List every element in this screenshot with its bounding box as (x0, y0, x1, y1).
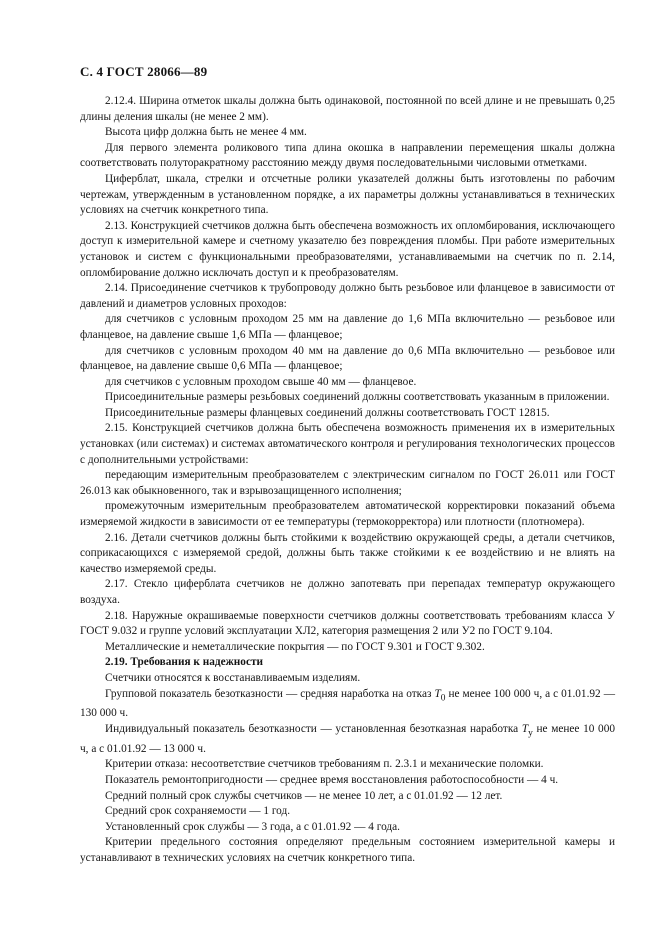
text-part: Индивидуальный показатель безотказности — установленная безотказная наработка (105, 723, 522, 735)
paragraph: передающим измерительным преобразователем с электрическим сигналом по ГОСТ 26.011 или ГОСТ 26.013 как обыкновенного, так и взрывозащищенного исполнения; (80, 469, 615, 497)
paragraph: 2.13. Конструкцией счетчиков должна быть обеспечена возможность их опломбирования, исключающего доступ к измерительной камере и счетному указателю без повреждения пломбы. При работе измерительных установок и систем с функциональными преобразователями, устанавливаемыми на счетчик по п. 2.14, опломбирование должно исключать доступ и к преобразователям. (80, 219, 615, 279)
section-heading (80, 655, 615, 671)
paragraph: Средний срок сохраняемости — 1 год. (105, 805, 291, 818)
paragraph: 2.16. Детали счетчиков должны быть стойкими к воздействию окружающей среды, а детали счетчиков, соприкасающихся с измеряемой средой, должны быть также стойкими к ее воздействию и не влиять на качество измеряемой среды. (80, 531, 615, 575)
paragraph: Циферблат, шкала, стрелки и отсчетные ролики указателей должны быть изготовлены по рабочим чертежам, утвержденным в установленном порядке, а их параметры должны устанавливаться в технических условиях на счетчик конкретного типа. (80, 172, 615, 217)
paragraph: для счетчиков с условным проходом 25 мм на давление до 1,6 МПа включительно — резьбовое или фланцевое, на давление свыше 1,6 МПа — фланцевое; (80, 313, 615, 341)
paragraph: Присоединительные размеры резьбовых соединений должны соответствовать указанным в приложении. (105, 391, 610, 404)
paragraph: 2.17. Стекло циферблата счетчиков не должно запотевать при перепадах температур окружающего воздуха. (80, 578, 615, 606)
paragraph: Критерии отказа: несоответствие счетчиков требованиям п. 2.3.1 и механические поломки. (105, 758, 544, 771)
paragraph: Присоединительные размеры фланцевых соединений должны соответствовать ГОСТ 12815. (105, 406, 550, 419)
paragraph: Установленный срок службы — 3 года, а с 01.01.92 — 4 года. (105, 820, 400, 833)
paragraph (80, 722, 615, 757)
paragraph: Металлические и неметаллические покрытия — по ГОСТ 9.301 и ГОСТ 9.302. (105, 640, 485, 653)
paragraph: Для первого элемента роликового типа длина окошка в направлении перемещения шкалы должна соответствовать полуторакратному расстоянию между двумя последовательными числовыми отметками. (80, 141, 615, 170)
paragraph: 2.14. Присоединение счетчиков к трубопроводу должно быть резьбовое или фланцевое в зависимости от давлений и диаметров условных проходов: (80, 282, 615, 310)
symbol-subscript: 0 (440, 692, 446, 703)
paragraph: 2.15. Конструкцией счетчиков должна быть обеспечена возможность применения их в измерительных установках (или системах) и системах автоматического контроля и регулирования технологических процессов с дополнительными устройствами: (80, 422, 615, 466)
text-part: не менее 100 000 ч, а с 01.01.92 — 130 000 ч. (80, 687, 615, 720)
paragraph: Критерии предельного состояния определяют предельным состоянием измерительной камеры и устанавливают в технических условиях на счетчик конкретного типа. (80, 836, 615, 864)
symbol: T (434, 687, 441, 700)
paragraph: Высота цифр должна быть не менее 4 мм. (105, 126, 307, 139)
reliability-heading: 2.19. Требования к надежности (105, 656, 264, 669)
text-part: не менее 10 000 ч, а с 01.01.92 — 13 000 ч. (80, 723, 615, 755)
document-body (80, 94, 615, 867)
paragraph: Средний полный срок службы счетчиков — не менее 10 лет, а с 01.01.92 — 12 лет. (105, 789, 503, 802)
symbol: T (521, 723, 529, 735)
paragraph: для счетчиков с условным проходом 40 мм на давление до 0,6 МПа включительно — резьбовое или фланцевое, на давление свыше 0,6 МПа — фланцевое; (80, 344, 615, 373)
paragraph: 2.18. Наружные окрашиваемые поверхности счетчиков должны соответствовать требованиям класса У ГОСТ 9.032 и группе условий эксплуатации ХЛ2, категория размещения 2 или У2 по ГОСТ 9.104. (80, 609, 615, 638)
paragraph: 2.12.4. Ширина отметок шкалы должна быть одинаковой, постоянной по всей длине и не превышать 0,25 длины деления шкалы (не менее 2 мм). (80, 95, 615, 123)
paragraph: промежуточным измерительным преобразователем автоматической корректировки показаний объема измеряемой жидкости в зависимости от ее температуры (термокорректора) или плотности (плотномера). (80, 500, 615, 529)
text-part: Групповой показатель безотказности — средняя наработка на отказ (105, 687, 435, 700)
paragraph (80, 687, 615, 722)
paragraph: Счетчики относятся к восстанавливаемым изделиям. (105, 671, 361, 684)
page-header: С. 4 ГОСТ 28066—89 (80, 64, 208, 79)
paragraph: для счетчиков с условным проходом свыше 40 мм — фланцевое. (105, 375, 417, 388)
paragraph: Показатель ремонтопригодности — среднее время восстановления работоспособности — 4 ч. (105, 774, 559, 787)
symbol-subscript: у (528, 728, 533, 739)
